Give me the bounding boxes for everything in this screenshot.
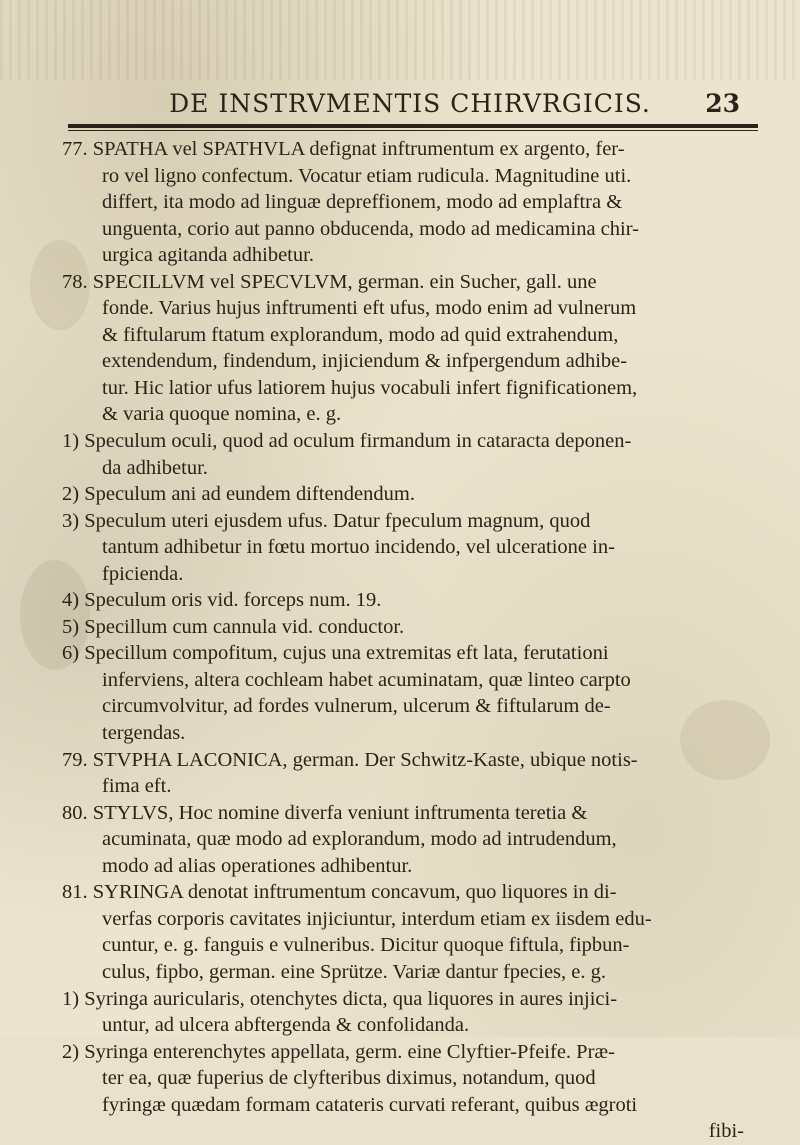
text-line: urgica agitanda adhibetur.	[102, 244, 314, 267]
text-line: tantum adhibetur in fœtu mortuo incidendo, vel ulceratione in-	[102, 536, 615, 559]
text-line: unguenta, corio aut panno obducenda, modo ad medicamina chir-	[102, 217, 639, 240]
text-line: 2) Syringa enterenchytes appellata, germ. eine Clyftier-Pfeife. Præ-	[62, 1040, 615, 1063]
text-line: 77. SPATHA vel SPATHVLA defignat inftrumentum ex argento, fer-	[62, 138, 625, 160]
text-line: fyringæ quædam formam catateris curvati referant, quibus ægroti	[102, 1093, 638, 1116]
text-line: inferviens, altera cochleam habet acuminatam, quæ linteo carpto	[102, 668, 631, 691]
text-line: acuminata, quæ modo ad explorandum, modo ad intrudendum,	[102, 828, 617, 851]
text-line: modo ad alias operationes adhibentur.	[102, 854, 413, 877]
text-line: extendendum, findendum, injiciendum & infpergendum adhibe-	[102, 350, 628, 373]
header-rule-thin	[68, 130, 758, 131]
text-line: differt, ita modo ad linguæ depreffionem, modo ad emplaftra &	[102, 191, 623, 214]
text-line: circumvolvitur, ad fordes vulnerum, ulcerum & fiftularum de-	[102, 695, 611, 718]
text-line: 78. SPECILLVM vel SPECVLVM, german. ein Sucher, gall. une	[62, 270, 597, 293]
text-line: verfas corporis cavitates injiciuntur, interdum etiam ex iisdem edu-	[102, 907, 652, 930]
text-line: tur. Hic latior ufus latiorem hujus vocabuli infert fignificationem,	[102, 376, 638, 399]
header-rule	[68, 124, 758, 128]
text-line: cuntur, e. g. fanguis e vulneribus. Dicitur quoque fiftula, fipbun-	[102, 934, 630, 957]
scan-margin-texture	[0, 0, 800, 80]
text-line: ro vel ligno confectum. Vocatur etiam rudicula. Magnitudine uti.	[102, 164, 632, 187]
text-line: 4) Speculum oris vid. forceps num. 19.	[62, 589, 382, 612]
text-line: 80. STYLVS, Hoc nomine diverfa veniunt inftrumenta teretia &	[62, 801, 588, 824]
page-number: 23	[705, 89, 740, 118]
text-line: da adhibetur.	[102, 456, 208, 479]
text-line: fima eft.	[102, 775, 172, 798]
text-line: tergendas.	[102, 722, 186, 745]
text-line: ter ea, quæ fuperius de clyfteribus diximus, notandum, quod	[102, 1067, 596, 1090]
page-header	[80, 78, 740, 118]
body-text	[62, 136, 774, 1145]
text-line: 1) Speculum oculi, quod ad oculum firmandum in cataracta deponen-	[62, 430, 632, 453]
text-line: 79. STVPHA LACONICA, german. Der Schwitz-Kaste, ubique notis-	[62, 748, 638, 771]
text-line: culus, fipbo, german. eine Sprütze. Variæ dantur fpecies, e. g.	[102, 960, 607, 983]
text-line: & fiftularum ftatum explorandum, modo ad quid extrahendum,	[102, 323, 619, 346]
text-line: 5) Specillum cum cannula vid. conductor.	[62, 615, 405, 638]
text-line: untur, ad ulcera abftergenda & confolidanda.	[102, 1014, 470, 1037]
text-line: & varia quoque nomina, e. g.	[102, 403, 342, 426]
catchword: fibi-	[708, 1120, 744, 1143]
running-head: DE INSTRVMENTIS CHIRVRGICIS.	[169, 89, 651, 118]
text-line: 3) Speculum uteri ejusdem ufus. Datur fpeculum magnum, quod	[62, 509, 591, 532]
text-line: fonde. Varius hujus inftrumenti eft ufus, modo enim ad vulnerum	[102, 297, 637, 320]
text-line: 1) Syringa auricularis, otenchytes dicta, qua liquores in aures injici-	[62, 987, 618, 1010]
text-line: 2) Speculum ani ad eundem diftendendum.	[62, 483, 415, 506]
text-line: 6) Specillum compofitum, cujus una extremitas eft lata, ferutationi	[62, 642, 609, 665]
text-line: fpicienda.	[102, 562, 184, 585]
text-line: 81. SYRINGA denotat inftrumentum concavum, quo liquores in di-	[62, 881, 617, 904]
